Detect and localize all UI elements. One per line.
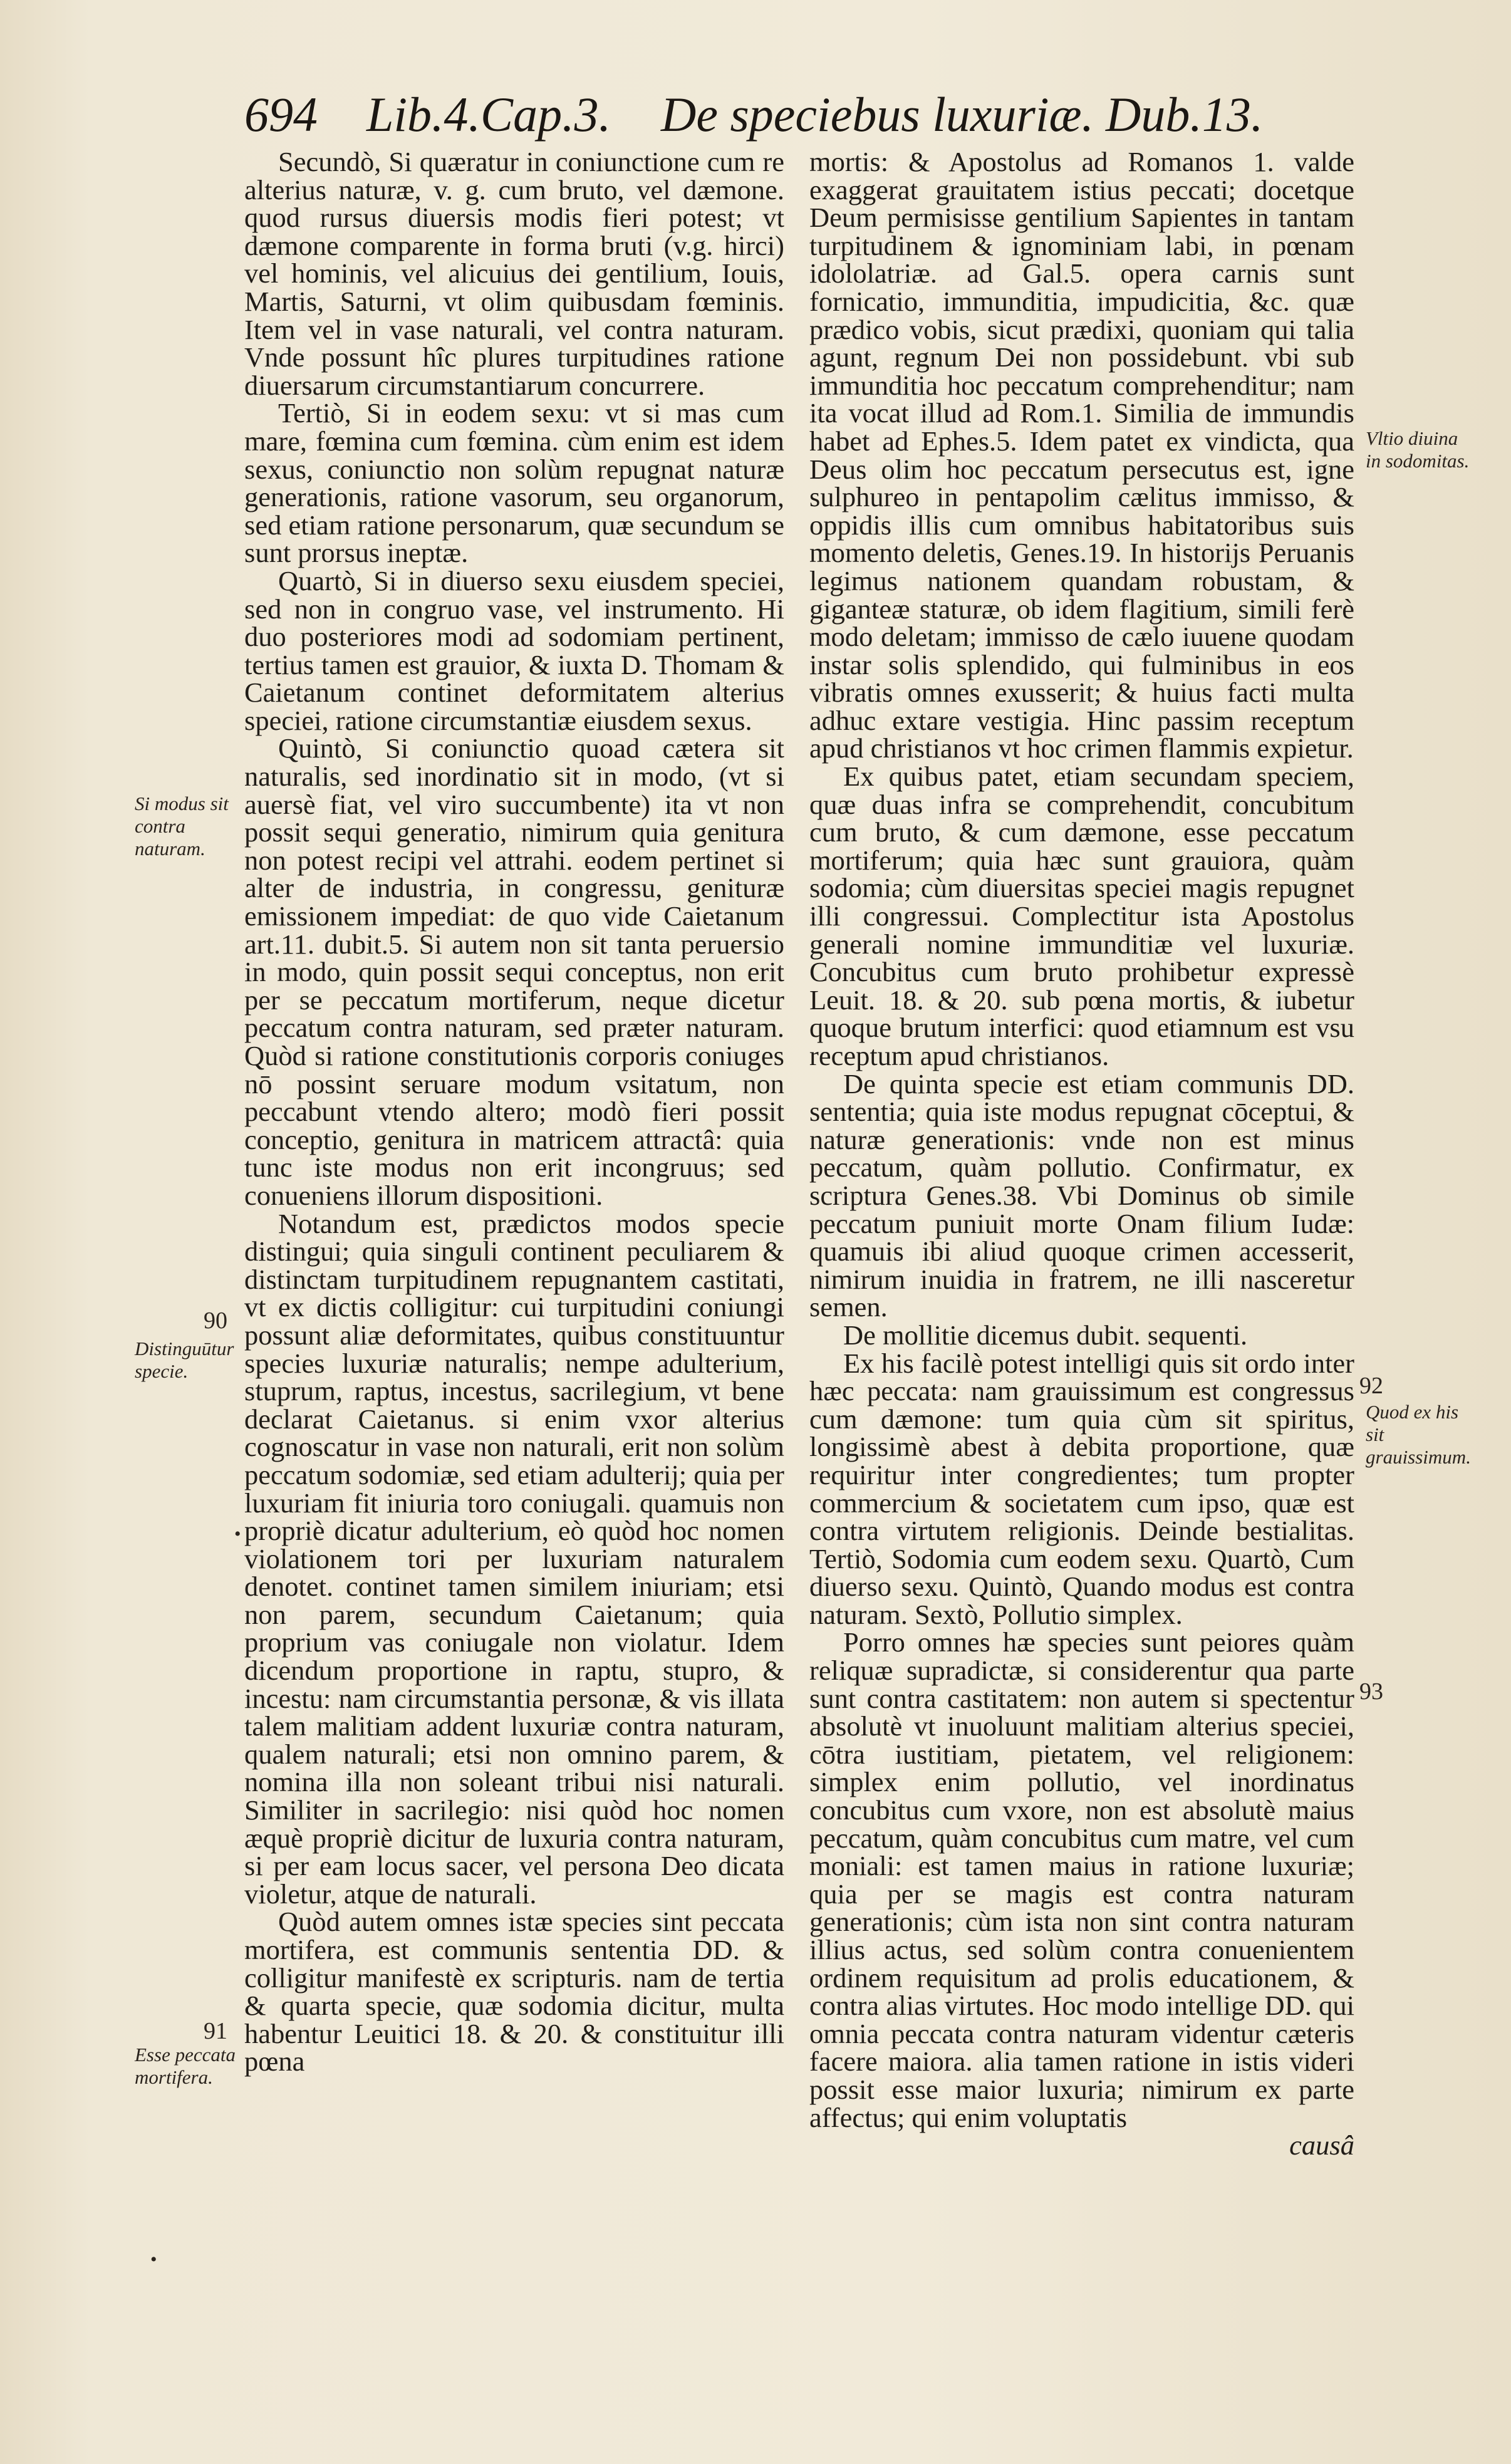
paragraph: mortis: & Apostolus ad Romanos 1. valde exaggerat grauitatem istius peccati; docetque Deum permisisse gentilium Sapientes in tantam turpitudinem & ignominiam labi, in pœnam idololatriæ. ad Gal.5. opera carnis sunt fornicatio, immunditia, impudicitia, &c. quæ prædico vobis, sicut prædixi, quoniam qui talia agunt, regnum Dei non possidebunt. vbi sub immunditia hoc peccatum comprehenditur; nam ita vocat illud ad Rom.1. Similia de immundis habet ad Ephes.5. Idem patet ex vindicta, qua Deus olim hoc peccatum persecutus est, igne sulphureo in pentapolim cælitus immisso, & oppidis illis cum omnibus habitatoribus suis momento deletis, Genes.19. In historijs Peruanis legimus nationem quandam robustam, & giganteæ staturæ, ob idem flagitium, simili ferè modo deletam; immisso de cælo iuuene quodam instar solis splendido, qui fulminibus in eos vibratis omnes exusserit; & huius facti multa adhuc extare vestigia. Hinc passim receptum apud christianos vt hoc crimen flammis expietur. (809, 146, 1354, 764)
margin-number: 93 (1359, 1678, 1383, 1705)
paragraph: Secundò, Si quæratur in coniunctione cum re alterius naturæ, v. g. cum bruto, vel dæmone. quod rursus diuersis modis fieri potest; vt dæmone comparente in forma bruti (v.g. hirci) vel hominis, vel alicuius dei gentilium, Iouis, Martis, Saturni, vt olim quibusdam fœminis. Item vel in vase naturali, vel contra naturam. Vnde possunt hîc plures turpitudines ratione diuersarum circumstantiarum concurrere. (244, 146, 784, 401)
paragraph: Quòd autem omnes istæ species sint peccata mortifera, est communis sententia DD. & colligitur manifestè ex scripturis. nam de tertia & quarta specie, quæ sodomia dicitur, multa habentur Leuitici 18. & 20. & constituitur illi pœna (244, 1906, 784, 2077)
margin-note-right: Vltio diuina in sodomitas. (1366, 427, 1470, 472)
ink-mark: • (234, 1524, 241, 1544)
margin-note-left: Si modus sit contra naturam. (135, 793, 229, 860)
paragraph: Tertiò, Si in eodem sexu: vt si mas cum mare, fœmina cum fœmina. cùm enim est idem sexus, coniunctio non solùm repugnat naturæ generationis, ratione vasorum, seu organorum, sed etiam ratione personarum, quæ secundum se sunt prorsus ineptæ. (244, 397, 784, 569)
right-text-column (809, 148, 1354, 2160)
margin-note-left: Esse peccata mortifera. (135, 2044, 236, 2088)
margin-note-left: Distinguūtur specie. (135, 1338, 234, 1382)
margin-number: 92 (1359, 1373, 1383, 1399)
dubium-label: Dub.13. (1106, 87, 1264, 142)
paragraph: De quinta specie est etiam communis DD. sententia; quia iste modus repugnat cōceptui, & naturæ generationis: vnde non est minus peccatum, quàm pollutio. Confirmatur, ex scriptura Genes.38. Vbi Dominus ob simile peccatum puniuit morte Onam filium Iudæ: quamuis ibi aliud quoque crimen accesserit, nimirum inuidia in fratrem, ne illi nasceretur semen. (809, 1068, 1354, 1323)
paragraph: Ex his facilè potest intelligi quis sit ordo inter hæc peccata: nam grauissimum est congressus cum dæmone: tum quia cùm sit spiritus, longissimè abest à debita proportione, quæ requiritur inter congredientes; tum propter commercium & societatem cum ipso, quæ est contra virtutem religionis. Deinde bestialitas. Tertiò, Sodomia cum eodem sexu. Quartò, Cum diuerso sexu. Quintò, Quando modus est contra naturam. Sextò, Pollutio simplex. (809, 1347, 1354, 1630)
paragraph: Quartò, Si in diuerso sexu eiusdem speciei, sed non in congruo vase, vel instrumento. Hi duo posteriores modi ad sodomiam pertinent, tertius tamen est grauior, & iuxta D. Thomam & Caietanum continet deformitatem alterius speciei, ratione circumstantiæ eiusdem sexus. (244, 564, 784, 736)
left-text-column (244, 148, 784, 2076)
running-header (244, 80, 1272, 149)
margin-note-right: Quod ex his sit grauissimum. (1366, 1401, 1471, 1468)
paragraph: Notandum est, prædictos modos specie distingui; quia singuli continent peculiarem & distinctam turpitudinem repugnantem castitati, vt ex dictis colligitur: cui turpitudini coniungi possunt aliæ deformitates, quibus constituuntur species luxuriæ naturalis; nempe adulterium, stuprum, raptus, incestus, sacrilegium, vt bene declarat Caietanus. si enim vxor alterius cognoscatur in vase non naturali, erit non solùm peccatum sodomiæ, sed etiam adulterij; quia per luxuriam fit iniuria toro coniugali. quamuis non propriè dicatur adulterium, eò quòd hoc nomen violationem tori per luxuriam naturalem denotet. continet tamen similem iniuriam; etsi non parem, secundum Caietanum; quia proprium vas coniugale non violatur. Idem dicendum proportione in raptu, stupro, & incestu: nam circumstantia personæ, & vis illata talem malitiam addent luxuriæ contra naturam, qualem naturali; etsi non omnino parem, & nomina illa non soleant tribui nisi naturali. Similiter in sacrilegio: nisi quòd hoc nomen æquè propriè dicitur de luxuria contra naturam, si per eam locus sacer, vel persona Deo dicata violetur, atque de naturali. (244, 1207, 784, 1910)
paragraph: De mollitie dicemus dubit. sequenti. (843, 1319, 1248, 1351)
ink-mark: • (150, 2249, 157, 2270)
margin-number: 91 (204, 2018, 227, 2044)
paragraph: Porro omnes hæ species sunt peiores quàm reliquæ supradictæ, si considerentur qua parte sunt contra castitatem: non autem si spectentur absolutè vt inuoluunt malitiam alterius speciei, cōtra iustitiam, pietatem, vel religionem: simplex enim pollutio, vel inordinatus concubitus cum vxore, non est absolutè maius peccatum, quàm concubitus cum matre, vel cum moniali: est tamen maius in ratione luxuriæ; quia per se magis est contra naturam generationis; cùm ista non sint contra naturam illius actus, sed solùm contra conuenientem ordinem requisitum ad prolis educationem, & contra alias virtutes. Hoc modo intellige DD. qui omnia peccata contra naturam videntur cæteris facere maiora. alia tamen ratione in istis videri possit esse maior luxuria; nimirum ex parte affectus; qui enim voluptatis (809, 1626, 1354, 2133)
catchword: causâ (1289, 2129, 1354, 2161)
paragraph: Quintò, Si coniunctio quoad cætera sit naturalis, sed inordinatio sit in modo, (vt si auersè fiat, vel viro succumbente) ita vt non possit sequi generatio, nimirum quia genitura non potest recipi vel attrahi. eodem pertinet si alter de industria, in congressu, genituræ emissionem impediat: de quo vide Caietanum art.11. dubit.5. Si autem non sit tanta peruersio in modo, quin possit sequi conceptus, non erit per se peccatum mortiferum, neque dicetur peccatum contra naturam, sed præter naturam. Quòd si ratione constitutionis corporis coniuges nō possint seruare modum vsitatum, non peccabunt vtendo altero; modò fieri possit conceptio, genitura in matricem attractâ: quia tunc iste modus non erit incongruus; sed conueniens illorum dispositioni. (244, 732, 784, 1211)
running-title: De speciebus luxuriæ. (661, 87, 1094, 142)
book-chapter-label: Lib.4.Cap.3. (366, 87, 611, 142)
page-number: 694 (244, 87, 318, 142)
paragraph: Ex quibus patet, etiam secundam speciem, quæ duas infra se comprehendit, concubitum cum bruto, & cum dæmone, esse peccatum mortiferum; quia hæc sunt grauiora, quàm sodomia; cùm diuersitas speciei magis repugnet illi congressui. Complectitur ista Apostolus generali nomine immunditiæ vel luxuriæ. Concubitus cum bruto prohibetur expressè Leuit. 18. & 20. sub pœna mortis, & iubetur quoque brutum interfici: quod etiamnum est vsu receptum apud christianos. (809, 761, 1354, 1071)
margin-number: 90 (204, 1307, 227, 1334)
